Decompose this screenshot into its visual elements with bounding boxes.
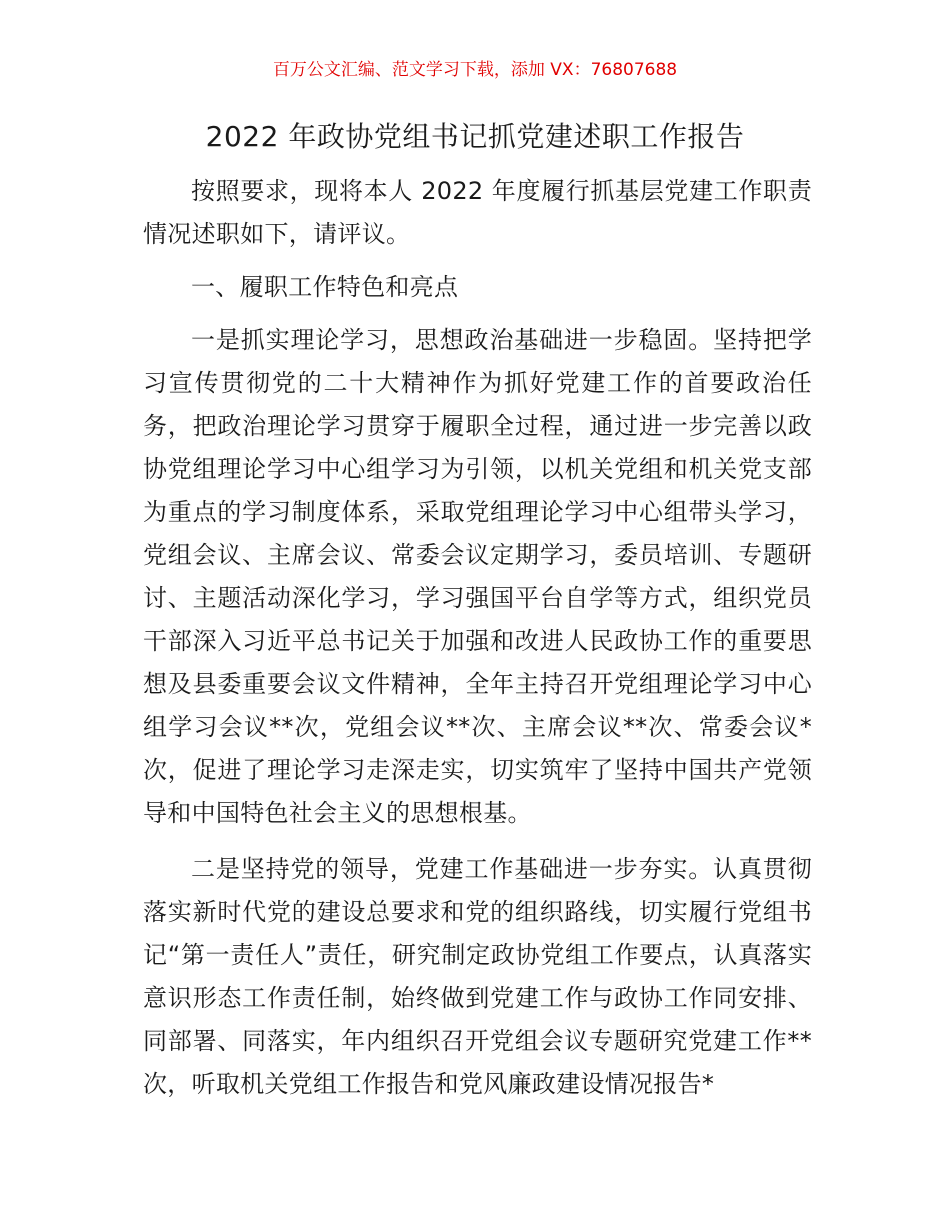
paragraph-party-leadership: 二是坚持党的领导，党建工作基础进一步夯实。认真贯彻落实新时代党的建设总要求和党的组织路线，切实履行党组书记“第一责任人”责任，研究制定政协党组工作要点，认真落实意识形态工作责任制，始终做到党建工作与政协工作同安排、同部署、同落实，年内组织召开党组会议专题研究党建工作**次，听取机关党组工作报告和党风廉政建设情况报告* (143, 855, 812, 1098)
watermark-banner: 百万公文汇编、范文学习下载，添加 VX：76807688 (272, 60, 678, 80)
document-body (143, 170, 812, 1106)
section-heading: 一、履职工作特色和亮点 (191, 273, 459, 301)
intro-paragraph: 按照要求，现将本人 2022 年度履行抓基层党建工作职责情况述职如下，请评议。 (143, 177, 812, 248)
paragraph-theory-study: 一是抓实理论学习，思想政治基础进一步稳固。坚持把学习宣传贯彻党的二十大精神作为抓好党建工作的首要政治任务，把政治理论学习贯穿于履职全过程，通过进一步完善以政协党组理论学习中心组学习为引领，以机关党组和机关党支部为重点的学习制度体系，采取党组理论学习中心组带头学习，党组会议、主席会议、常委会议定期学习，委员培训、专题研讨、主题活动深化学习，学习强国平台自学等方式，组织党员干部深入习近平总书记关于加强和改进人民政协工作的重要思想及县委重要会议文件精神，全年主持召开党组理论学习中心组学习会议**次，党组会议**次、主席会议**次、常委会议*次，促进了理论学习走深走实，切实筑牢了坚持中国共产党领导和中国特色社会主义的思想根基。 (143, 326, 812, 827)
document-title: 2022 年政协党组书记抓党建述职工作报告 (205, 120, 745, 153)
